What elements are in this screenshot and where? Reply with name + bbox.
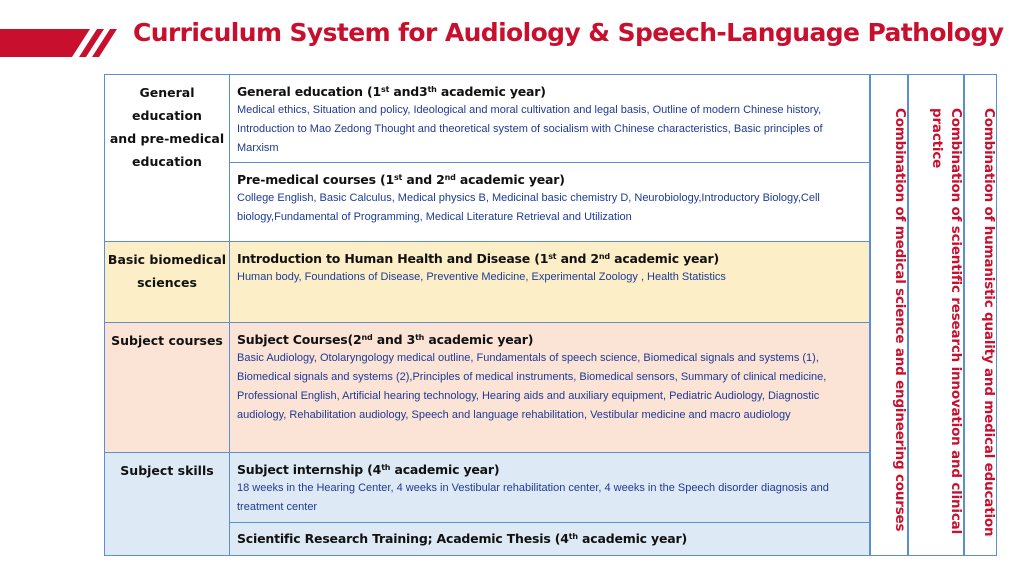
course-list: Medical ethics, Situation and policy, Ideological and moral cultivation and legal basis, Outline of modern Chinese history, Introduction to Mao Zedong Thought and theoretical system of socialism with Chinese characteristics, Basic principles of Marxism — [237, 104, 823, 154]
row-subject-courses — [105, 323, 869, 453]
course-cell — [230, 75, 869, 163]
course-title: Scientific Research Training; Academic Thesis (4th academic year) — [237, 531, 687, 546]
title-accent-stripes — [0, 29, 125, 57]
page-title: Curriculum System for Audiology & Speech-Language Pathology — [133, 18, 1004, 47]
curriculum-table — [104, 74, 870, 556]
row-label-line: Subject courses — [111, 333, 223, 348]
row-label-line: sciences — [137, 275, 197, 290]
row-label-line: Basic biomedical — [107, 252, 227, 267]
row-cells — [230, 453, 869, 555]
row-label-line: education — [132, 154, 202, 169]
course-cell — [230, 523, 869, 555]
vertical-label-text: Combination of medical science and engineering courses — [892, 108, 908, 532]
course-title: General education (1st and3th academic year) — [237, 84, 546, 99]
row-cells — [230, 323, 869, 452]
row-label-line: General — [139, 85, 195, 100]
vertical-label-research-clinical — [908, 74, 964, 556]
course-title: Subject Courses(2nd and 3th academic year) — [237, 332, 534, 347]
course-cell — [230, 323, 869, 453]
course-cell — [230, 163, 869, 242]
vertical-label-humanistic-medical — [964, 74, 997, 556]
row-cells — [230, 75, 869, 241]
row-label-line: and pre-medical — [109, 131, 225, 146]
row-subject-skills — [105, 453, 869, 555]
row-label — [105, 453, 230, 555]
vertical-label-medical-engineering — [870, 74, 908, 556]
row-cells — [230, 242, 869, 322]
course-list: 18 weeks in the Hearing Center, 4 weeks in Vestibular rehabilitation center, 4 weeks in the Speech disorder diagnosis and treatment center — [237, 482, 829, 513]
row-label-line: education — [132, 108, 202, 123]
course-list: Basic Audiology, Otolaryngology medical outline, Fundamentals of speech science, Biomedical signals and systems (1), Biomedical signals and systems (2),Principles of medical instruments, Biomedical sensors, Summary of clinical medicine, Professional English, Artificial hearing technology, Hearing aids and auxiliary equipment, Pediatric Audiology, Diagnostic audiology, Rehabilitation audiology, Speech and language rehabilitation, Vestibular medicine and macro audiology — [237, 352, 827, 421]
row-label-line: Subject skills — [120, 463, 214, 478]
course-title: Pre-medical courses (1st and 2nd academic year) — [237, 172, 565, 187]
course-cell — [230, 242, 869, 323]
course-list: College English, Basic Calculus, Medical physics B, Medicinal basic chemistry D, Neurobiology,Introductory Biology,Cell biology,Fundamental of Programming, Medical Literature Retrieval and Utilization — [237, 192, 820, 223]
vertical-label-text: Combination of humanistic quality and medical education — [981, 108, 997, 537]
course-title: Subject internship (4th academic year) — [237, 462, 500, 477]
course-title: Introduction to Human Health and Disease (1st and 2nd academic year) — [237, 251, 720, 266]
course-list: Human body, Foundations of Disease, Preventive Medicine, Experimental Zoology , Health Statistics — [237, 271, 726, 283]
row-basic-biomedical-sciences — [105, 242, 869, 323]
row-general-education — [105, 75, 869, 242]
row-label — [105, 323, 230, 452]
row-label — [105, 242, 230, 322]
course-cell — [230, 453, 869, 523]
row-label — [105, 75, 230, 241]
vertical-label-text: Combination of scientific research innovation and clinical practice — [929, 108, 964, 534]
